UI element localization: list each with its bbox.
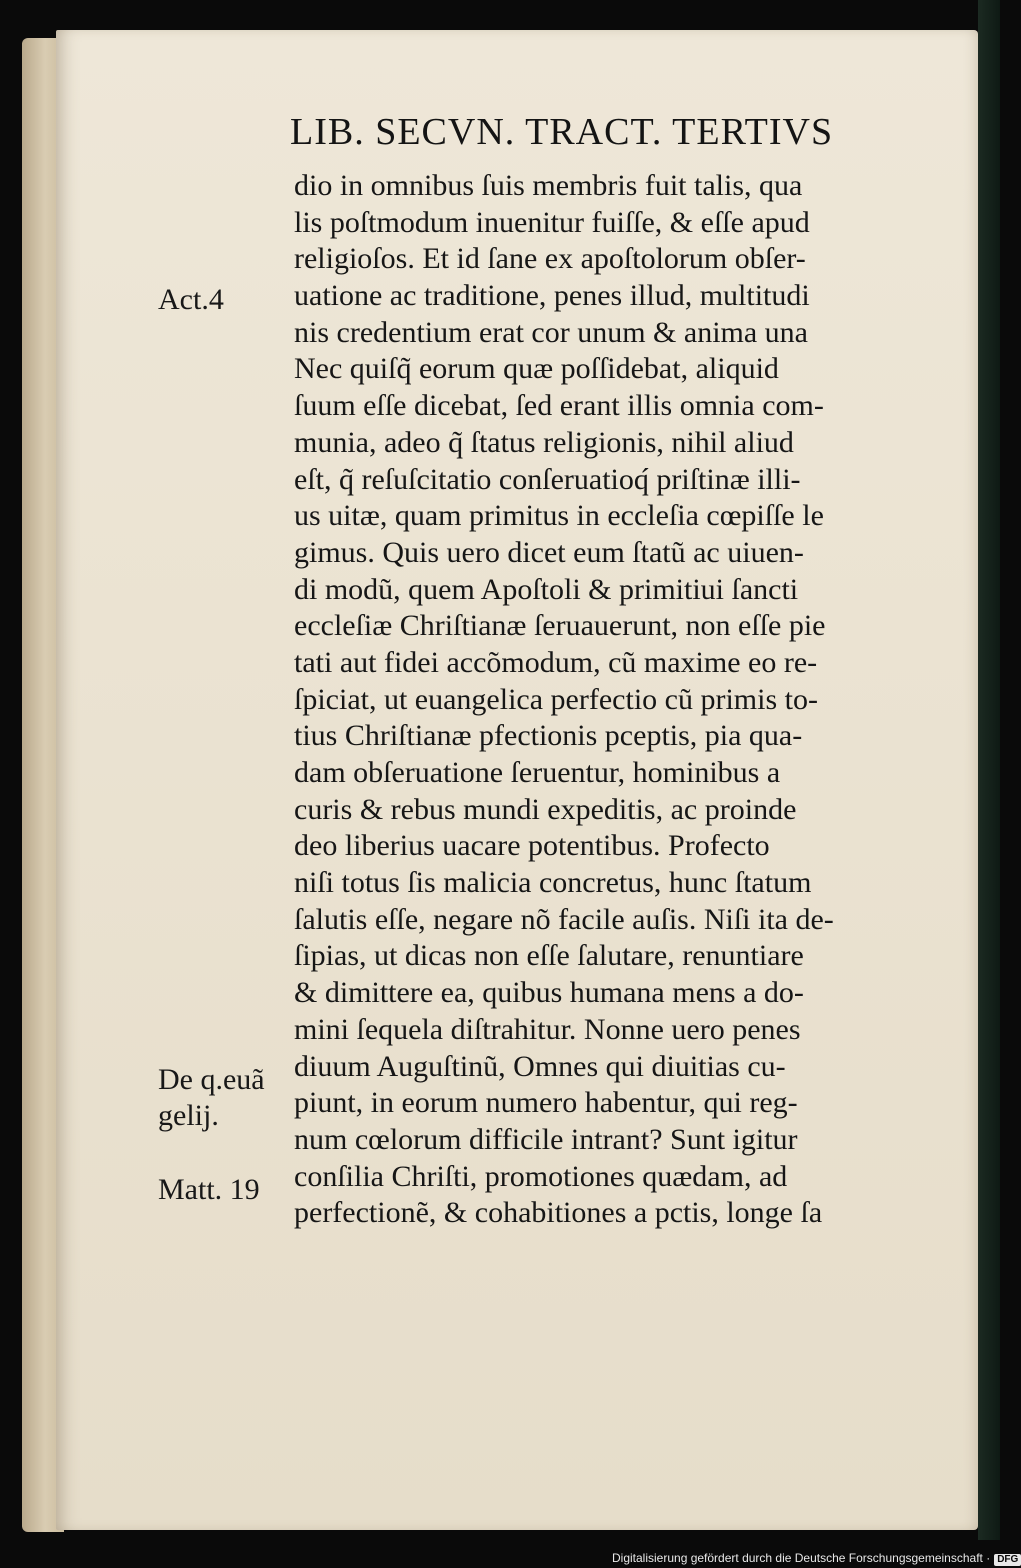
- text-line: curis & rebus mundi expeditis, ac proinde: [294, 792, 797, 826]
- text-line: religioſos. Et id ſane ex apoſtolorum obſer-: [294, 242, 806, 276]
- text-line: niſi totus ſis malicia concretus, hunc ſtatum: [294, 866, 812, 900]
- margin-note-matthew: Matt. 19: [158, 1173, 260, 1206]
- text-line: deo liberius uacare potentibus. Profecto: [294, 829, 770, 863]
- text-line: tati aut fidei accõmodum, cũ maxime eo re-: [294, 645, 818, 679]
- text-line: perfectionẽ, & cohabitiones a pctis, longe ſa: [294, 1196, 823, 1230]
- book-cover-edge: [978, 0, 1000, 1540]
- text-line: eccleſiæ Chriſtianæ ſeruauerunt, non eſſe pie: [294, 609, 826, 643]
- body-text: [294, 168, 944, 1232]
- text-line: ſuum eſſe dicebat, ſed erant illis omnia com-: [294, 389, 824, 423]
- margin-note-de-line-1: De q.euã: [158, 1063, 265, 1096]
- margin-note-acts: Act.4: [158, 283, 224, 316]
- text-line: piunt, in eorum numero habentur, qui reg-: [294, 1086, 798, 1120]
- credit-text: Digitalisierung gefördert durch die Deutsche Forschungsgemeinschaft ·: [612, 1551, 991, 1565]
- text-line: tius Chriſtianæ pfectionis pceptis, pia qua-: [294, 719, 803, 753]
- text-line: Nec quiſq̃ eorum quæ poſſidebat, aliquid: [294, 352, 779, 386]
- dfg-logo: DFG: [994, 1554, 1021, 1566]
- text-line: & dimittere ea, quibus humana mens a do-: [294, 976, 804, 1010]
- text-line: uatione ac traditione, penes illud, multitudi: [294, 279, 810, 313]
- digitization-credit: [612, 1551, 1021, 1566]
- margin-note-de-quaestionibus: [158, 1062, 265, 1134]
- text-line: ſipias, ut dicas non eſſe ſalutare, renuntiare: [294, 939, 804, 973]
- text-line: mini ſequela diſtrahitur. Nonne uero penes: [294, 1012, 801, 1046]
- text-line: lis poſtmodum inuenitur fuiſſe, & eſſe apud: [294, 205, 810, 239]
- margin-note-de-line-2: gelij.: [158, 1099, 219, 1132]
- text-line: munia, adeo q̃ ſtatus religionis, nihil aliud: [294, 425, 794, 459]
- text-line: dam obſeruatione ſeruentur, hominibus a: [294, 756, 781, 789]
- text-line: ſalutis eſſe, negare nõ facile auſis. Niſi ita de-: [294, 902, 834, 936]
- text-line: diuum Auguſtinũ, Omnes qui diuitias cu-: [294, 1049, 786, 1083]
- text-line: di modũ, quem Apoſtoli & primitiui ſancti: [294, 572, 799, 606]
- text-line: us uitæ, quam primitus in eccleſia cœpiſſe le: [294, 499, 824, 533]
- text-line: conſilia Chriſti, promotiones quædam, ad: [294, 1159, 788, 1193]
- text-line: eſt, q̃ reſuſcitatio conſeruatioq́ priſtinæ illi-: [294, 462, 801, 496]
- text-line: nis credentium erat cor unum & anima una: [294, 315, 808, 349]
- text-line: num cœlorum difficile intrant? Sunt igitur: [294, 1122, 798, 1156]
- running-head: LIB. SECVN. TRACT. TERTIVS: [290, 111, 834, 153]
- text-line: gimus. Quis uero dicet eum ſtatũ ac uiuen-: [294, 535, 804, 569]
- text-line: ſpiciat, ut euangelica perfectio cũ primis to-: [294, 682, 818, 716]
- text-line: dio in omnibus ſuis membris fuit talis, qua: [294, 169, 803, 202]
